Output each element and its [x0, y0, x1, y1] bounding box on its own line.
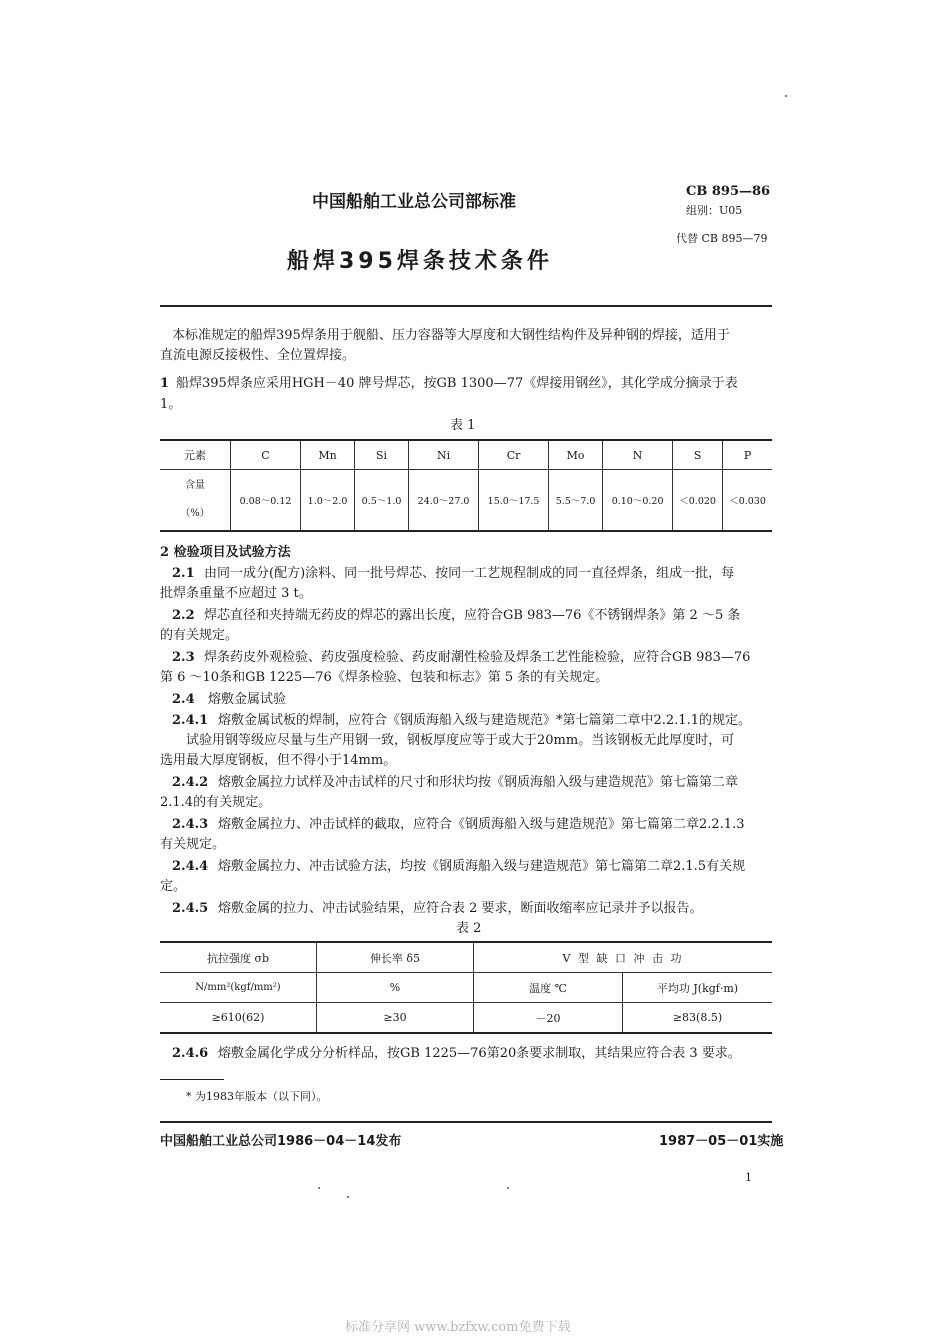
clause-text: 焊条药皮外观检验、药皮强度检验、药皮耐潮性检验及焊条工艺性能检验，应符合GB 983—76	[204, 650, 751, 665]
intro-line: 直流电源反接极性、全位置焊接。	[160, 348, 356, 363]
table-caption: 表 2	[456, 921, 482, 936]
clause-text: 熔敷金属的拉力、冲击试验结果，应符合表 2 要求，断面收缩率应记录并予以报告。	[218, 901, 703, 916]
table-cell: Ni	[409, 440, 479, 470]
clause-text: 船焊395焊条应采用HGH－40 牌号焊芯，按GB 1300—77《焊接用钢丝》，其化学成分摘录于表	[176, 376, 738, 391]
clause-number: 2.4.6	[172, 1046, 209, 1061]
table-cell: 24.0～27.0	[409, 470, 479, 532]
clause-text: 由同一成分(配方)涂料、同一批号焊芯、按同一工艺规程制成的同一直径焊条，组成一批，每	[204, 566, 735, 581]
table-cell: P	[723, 440, 772, 470]
clause-number: 2.2	[172, 608, 195, 623]
table-cell: ≥30	[317, 1003, 474, 1034]
clause-number: 2.4.1	[172, 713, 209, 728]
clause-text: 试验用钢等级应尽量与生产用钢一致，钢板厚度应等于或大于20mm。当该钢板无此厚度时，可	[186, 733, 735, 748]
table-cell	[160, 470, 231, 532]
table-caption: 表 1	[450, 418, 476, 433]
footnote: * 为1983年版本（以下同）。	[186, 1090, 328, 1103]
table-cell: ≥83(8.5)	[623, 1003, 773, 1034]
table-cell: 平均功 J(kgf·m)	[623, 973, 773, 1003]
table-cell: Mn	[301, 440, 355, 470]
content-label: 含量	[185, 480, 205, 491]
footer-rule	[160, 1121, 772, 1123]
clause-text: 2.1.4的有关规定。	[160, 795, 272, 810]
clause-number: 2.4.4	[172, 859, 209, 874]
replaces-note: 代替 CB 895—79	[676, 232, 768, 245]
group-code: 组别：U05	[686, 204, 743, 217]
content-unit: （%）	[180, 508, 210, 519]
table-cell: S	[673, 440, 723, 470]
table-row	[160, 973, 772, 1003]
clause-number: 2.4.2	[172, 775, 209, 790]
clause-text: 熔敷金属试验	[208, 692, 287, 707]
clause-number: 2.4.5	[172, 901, 209, 916]
clause-number: 2.4	[172, 692, 195, 707]
scan-speck	[785, 95, 787, 97]
scan-speck	[507, 1187, 509, 1189]
effective-date: 1987－05－01实施	[659, 1134, 784, 1149]
table-cell: 抗拉强度 σb	[160, 942, 317, 973]
table-cell: 5.5～7.0	[549, 470, 603, 532]
table-cell: 15.0～17.5	[479, 470, 549, 532]
page-number: 1	[745, 1171, 752, 1184]
chemical-composition-table	[160, 439, 772, 532]
table-cell: －20	[474, 1003, 623, 1034]
table-row	[160, 440, 772, 470]
table-cell: N	[603, 440, 673, 470]
scan-speck	[347, 1196, 349, 1198]
scan-speck	[318, 1187, 320, 1189]
footnote-rule	[160, 1079, 224, 1080]
page-title: 船焊395焊条技术条件	[287, 249, 553, 274]
clause-number: 2.1	[172, 566, 195, 581]
table-row	[160, 470, 772, 532]
table-cell: Cr	[479, 440, 549, 470]
clause-number: 2.4.3	[172, 817, 209, 832]
clause-text: 定。	[160, 879, 187, 894]
mechanical-properties-table	[160, 941, 772, 1034]
table-cell: Si	[355, 440, 409, 470]
header-rule	[160, 305, 772, 307]
table-cell: 1.0～2.0	[301, 470, 355, 532]
intro-line: 本标准规定的船焊395焊条用于舰船、压力容器等大厚度和大钢性结构件及异种钢的焊接，适用于	[172, 328, 730, 343]
table-cell: C	[231, 440, 301, 470]
clause-text: 1。	[160, 397, 182, 412]
clause-text: 熔敷金属拉力试样及冲击试样的尺寸和形状均按《钢质海船入级与建造规范》第七篇第二章	[218, 775, 739, 790]
clause-text: 熔敷金属拉力、冲击试样的截取，应符合《钢质海船入级与建造规范》第七篇第二章2.2.1.3	[218, 817, 745, 832]
clause-text: 的有关规定。	[160, 628, 239, 643]
clause-text: 批焊条重量不应超过 3 t。	[160, 586, 312, 601]
table-cell: 0.10～0.20	[603, 470, 673, 532]
table-cell: 0.5～1.0	[355, 470, 409, 532]
issue-date: 中国船舶工业总公司1986－04－14发布	[160, 1134, 402, 1149]
clause-number: 1	[160, 376, 170, 391]
clause-text: 焊芯直径和夹持端无药皮的焊芯的露出长度，应符合GB 983—76《不锈钢焊条》第 2 ～5 条	[204, 608, 741, 623]
watermark-text: 标准分享网 www.bzfxw.com免费下载	[345, 1320, 571, 1335]
table-row	[160, 942, 772, 973]
table-cell: 伸长率 δ5	[317, 942, 474, 973]
table-cell: 元素	[160, 440, 231, 470]
clause-text: 熔敷金属化学成分分析样品，按GB 1225—76第20条要求制取，其结果应符合表 3 要求。	[218, 1046, 741, 1061]
section-heading: 2 检验项目及试验方法	[160, 545, 291, 560]
table-cell: ＜0.030	[723, 470, 772, 532]
organization-name: 中国船舶工业总公司部标准	[312, 192, 516, 212]
table-cell: ≥610(62)	[160, 1003, 317, 1034]
clause-number: 2.3	[172, 650, 195, 665]
standard-code: CB 895—86	[686, 184, 771, 199]
table-cell: Mo	[549, 440, 603, 470]
table-cell: %	[317, 973, 474, 1003]
table-row	[160, 1003, 772, 1034]
table-cell: N/mm²(kgf/mm²)	[160, 973, 317, 1003]
clause-text: 选用最大厚度钢板，但不得小于14mm。	[160, 753, 397, 768]
table-cell: ＜0.020	[673, 470, 723, 532]
clause-text: 熔敷金属拉力、冲击试验方法，均按《钢质海船入级与建造规范》第七篇第二章2.1.5有关规	[218, 859, 746, 874]
clause-text: 熔敷金属试板的焊制，应符合《钢质海船入级与建造规范》*第七篇第二章中2.2.1.1的规定。	[218, 713, 751, 728]
table-cell: 温度 ℃	[474, 973, 623, 1003]
table-cell: V 型 缺 口 冲 击 功	[474, 942, 773, 973]
table-cell: 0.08～0.12	[231, 470, 301, 532]
clause-text: 有关规定。	[160, 837, 226, 852]
clause-text: 第 6 ～10条和GB 1225—76《焊条检验、包装和标志》第 5 条的有关规定。	[160, 670, 609, 685]
